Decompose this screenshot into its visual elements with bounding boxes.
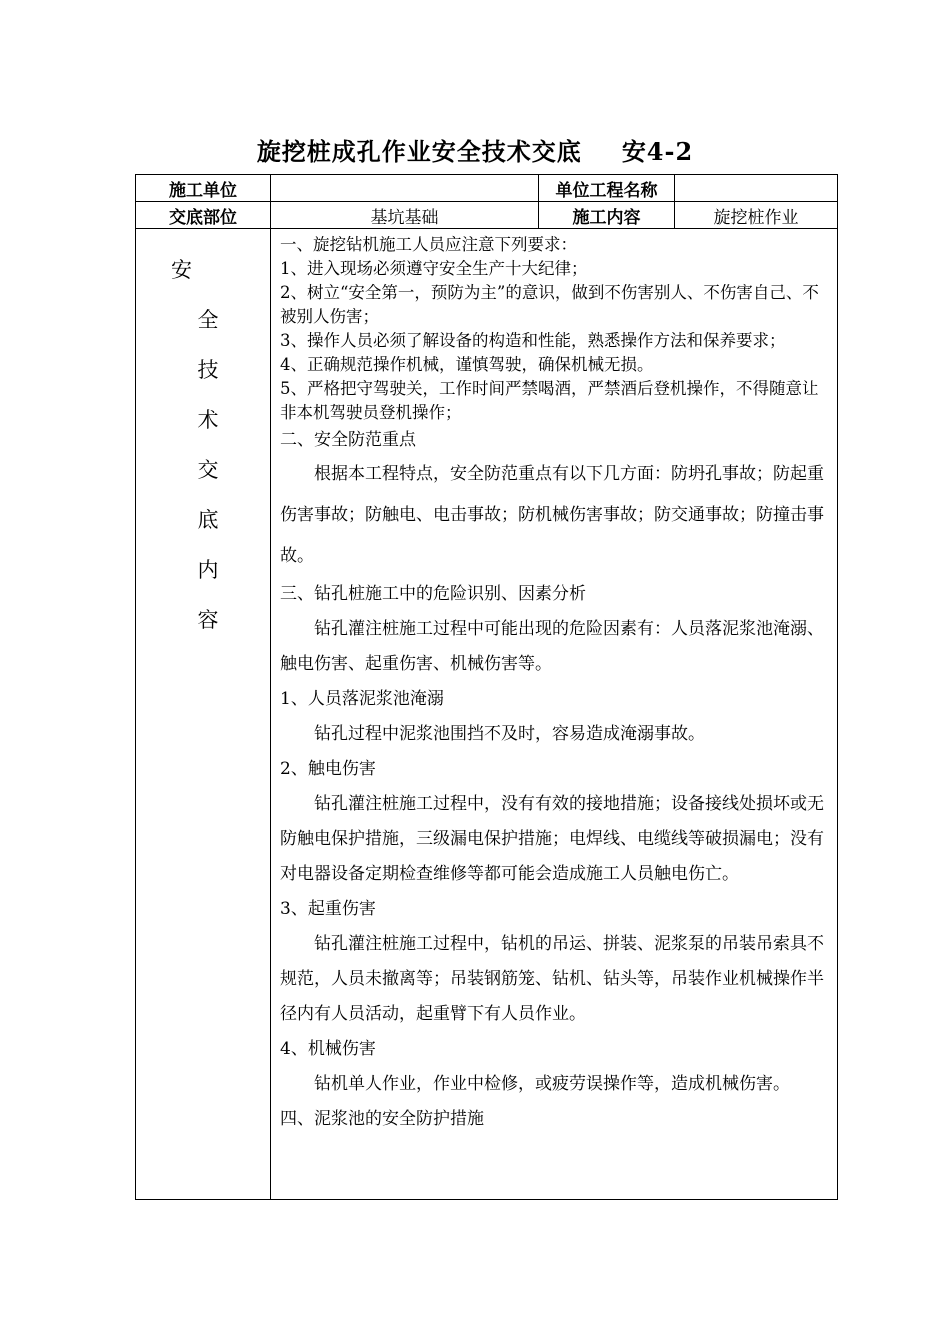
section-1-title: 一、旋挖钻机施工人员应注意下列要求：	[280, 235, 577, 254]
content-row	[136, 229, 838, 1200]
project-name-value	[675, 175, 838, 202]
disclosure-part-value: 基坑基础	[271, 202, 539, 229]
side-label-cell	[136, 229, 271, 1200]
section-4-title: 四、泥浆池的安全防护措施	[280, 1109, 484, 1129]
side-char: 全	[197, 308, 219, 332]
side-char: 术	[197, 408, 219, 432]
content-cell	[271, 229, 838, 1200]
document-title	[0, 132, 950, 167]
hazard-3-title: 3、起重伤害	[280, 899, 376, 919]
list-item: 3、操作人员必须了解设备的构造和性能，熟悉操作方法和保养要求；	[280, 331, 786, 350]
side-char: 底	[197, 508, 219, 532]
section-2-body: 根据本工程特点，安全防范重点有以下几方面：防坍孔事故；防起重伤害事故；防触电、电击事故；防机械伤害事故；防交通事故；防撞击事故。	[280, 464, 824, 566]
disclosure-part-label: 交底部位	[136, 202, 271, 229]
hazard-4-body: 钻机单人作业，作业中检修，或疲劳误操作等，造成机械伤害。	[314, 1074, 790, 1094]
title-text: 旋挖桩成孔作业安全技术交底	[256, 137, 582, 166]
side-char: 内	[197, 558, 219, 582]
side-char: 安	[171, 258, 192, 282]
side-label	[136, 229, 270, 645]
project-name-label: 单位工程名称	[539, 175, 675, 202]
section-3-title: 三、钻孔桩施工中的危险识别、因素分析	[280, 584, 586, 604]
hazard-2-body: 钻孔灌注桩施工过程中，没有有效的接地措施；设备接线处损坏或无防触电保护措施，三级漏电保护措施；电焊线、电缆线等破损漏电；没有对电器设备定期检查维修等都可能会造成施工人员触电伤亡。	[280, 794, 824, 884]
disclosure-table	[135, 174, 838, 1200]
side-char: 技	[197, 358, 219, 382]
section-1	[280, 233, 829, 425]
work-content-label: 施工内容	[539, 202, 675, 229]
section-2-title: 二、安全防范重点	[280, 430, 416, 450]
list-item: 2、树立“安全第一，预防为主”的意识，做到不伤害别人、不伤害自己、不被别人伤害；	[280, 283, 819, 326]
hazard-1-body: 钻孔过程中泥浆池围挡不及时，容易造成淹溺事故。	[314, 724, 705, 744]
section-3-body: 钻孔灌注桩施工过程中可能出现的危险因素有：人员落泥浆池淹溺、触电伤害、起重伤害、机械伤害等。	[280, 619, 824, 674]
construction-unit-label: 施工单位	[136, 175, 271, 202]
side-char: 交	[197, 458, 219, 482]
list-item: 1、进入现场必须遵守安全生产十大纪律；	[280, 259, 588, 278]
header-row-2	[136, 202, 838, 229]
header-row-1	[136, 175, 838, 202]
document-code: 安4-2	[621, 137, 694, 166]
hazard-2-title: 2、触电伤害	[280, 759, 376, 779]
hazard-3-body: 钻孔灌注桩施工过程中，钻机的吊运、拼装、泥浆泵的吊装吊索具不规范，人员未撤离等；吊装钢筋笼、钻机、钻头等，吊装作业机械操作半径内有人员活动，起重臂下有人员作业。	[280, 934, 824, 1024]
sections-2-4	[280, 426, 829, 1137]
construction-unit-value	[271, 175, 539, 202]
side-char: 容	[197, 608, 219, 632]
list-item: 5、严格把守驾驶关，工作时间严禁喝酒，严禁酒后登机操作，不得随意让非本机驾驶员登机操作；	[280, 379, 819, 422]
hazard-4-title: 4、机械伤害	[280, 1039, 376, 1059]
work-content-value: 旋挖桩作业	[675, 202, 838, 229]
hazard-1-title: 1、人员落泥浆池淹溺	[280, 689, 444, 709]
list-item: 4、正确规范操作机械，谨慎驾驶，确保机械无损。	[280, 355, 654, 374]
